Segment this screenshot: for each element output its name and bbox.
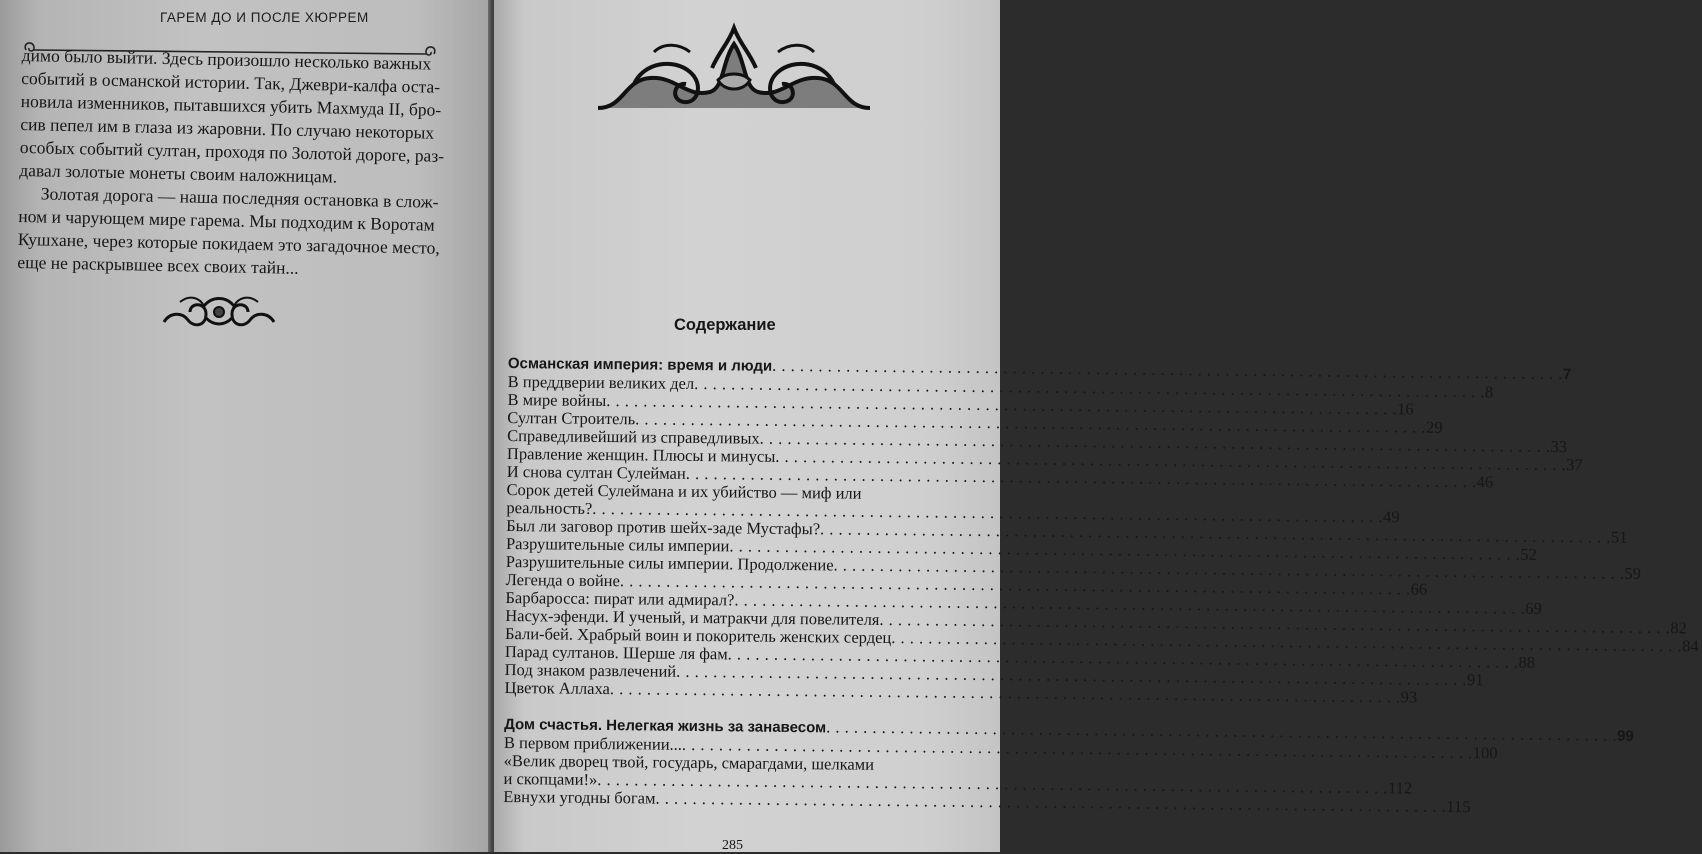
- toc-label: Насух-эфенди. И ученый, и матракчи для повелителя: [505, 605, 880, 629]
- right-page: [494, 0, 1699, 853]
- toc-label: Дом счастья. Нелегкая жизнь за занавесом: [504, 715, 827, 737]
- toc-page: 88: [1518, 652, 1536, 672]
- text-line: событий в османской истории. Так, Джеври-калфа оста-: [21, 67, 441, 97]
- toc-page: 7: [1562, 366, 1572, 384]
- toc-label: Разрушительные силы империи. Продолжение: [505, 551, 834, 575]
- toc-page: 82: [1670, 618, 1687, 638]
- toc-label: И снова султан Сулейман: [506, 461, 686, 483]
- text-line: димо было выйти. Здесь произошло несколько важных: [21, 44, 432, 74]
- toc-label: Правление женщин. Плюсы и минусы: [506, 443, 776, 466]
- text-line: Кушхане, через которые покидаем это загадочное место,: [17, 228, 440, 258]
- toc-label: Разрушительные силы империи: [505, 533, 730, 556]
- toc-label: «Велик дворец твой, государь, смарагдами, шелками: [503, 750, 875, 774]
- toc-page: 69: [1525, 598, 1542, 618]
- toc-page: 66: [1410, 579, 1428, 599]
- text-line: сив пепел им в глаза из жаровни. По случаю некоторых: [20, 113, 435, 143]
- toc-label: В преддверии великих дел: [507, 371, 695, 393]
- toc-label: и скопцами!»: [503, 768, 598, 789]
- paragraph: [17, 182, 447, 283]
- toc-page: 49: [1383, 507, 1400, 527]
- toc-label: Сорок детей Сулеймана и их убийство — миф или: [506, 479, 862, 503]
- toc-title: Содержание: [674, 316, 776, 334]
- toc-page: 46: [1476, 472, 1494, 492]
- toc-page: 16: [1397, 399, 1414, 419]
- toc-label: Османская империя: время и люди: [507, 354, 773, 375]
- left-page: [0, 0, 490, 852]
- paragraph: [19, 44, 450, 191]
- toc-page: 93: [1400, 687, 1418, 707]
- toc-page: 8: [1484, 382, 1494, 402]
- toc-page: 99: [1616, 727, 1634, 745]
- toc-page: 52: [1520, 544, 1537, 564]
- toc-page: 100: [1472, 743, 1498, 763]
- toc-label: В мире войны: [507, 389, 607, 411]
- text-line: ном и чарующем мире гарема. Мы подходим к Воротам: [18, 205, 435, 235]
- toc-label: Справедливейший из справедливых: [507, 425, 760, 448]
- toc-label: Был ли заговор против шейх-заде Мустафы?: [506, 515, 821, 539]
- toc-page: 115: [1446, 796, 1471, 817]
- page-number: 285: [722, 838, 743, 853]
- toc-page: 59: [1624, 563, 1642, 583]
- toc-label: Под знаком развлечений: [504, 659, 677, 681]
- toc-label: Евнухи угодны богам: [503, 786, 656, 808]
- chapter-ornament: [594, 22, 874, 118]
- text-line: давал золотые монеты своим наложницам.: [19, 159, 338, 187]
- toc-page: 51: [1610, 527, 1628, 547]
- toc-label: реальность?: [506, 497, 593, 518]
- toc-page: 37: [1566, 455, 1583, 475]
- section-end-ornament: [160, 292, 278, 330]
- toc-label: В первом приближении...: [503, 732, 683, 754]
- toc-label: Легенда о войне: [505, 569, 620, 591]
- toc-label: Султан Строитель: [507, 407, 636, 429]
- toc-label: Парад султанов. Шерше ля фам: [504, 641, 728, 664]
- toc-page: 29: [1425, 417, 1443, 437]
- toc-label: Бали-бей. Храбрый воин и покоритель женских сердец: [504, 623, 892, 648]
- text-line: еще не раскрывшее всех своих тайн...: [17, 251, 299, 278]
- toc-page: 112: [1388, 778, 1413, 798]
- text-line: особых событий султан, проходя по Золотой дороге, раз-: [19, 136, 445, 166]
- toc-page: 91: [1466, 670, 1484, 690]
- text-line: Золотая дорога — наша последняя остановка в слож-: [40, 183, 439, 212]
- toc-page: 33: [1550, 436, 1568, 457]
- text-line: новила изменников, пытавшихся убить Махмуда II, бро-: [20, 90, 442, 120]
- running-head: ГАРЕМ ДО И ПОСЛЕ ХЮРРЕМ: [160, 10, 369, 25]
- table-of-contents: [503, 354, 1699, 817]
- toc-page: 84: [1682, 636, 1699, 656]
- toc-label: Барбаросса: пират или адмирал?: [505, 587, 735, 610]
- body-text: [17, 44, 450, 283]
- toc-label: Цветок Аллаха: [504, 677, 610, 699]
